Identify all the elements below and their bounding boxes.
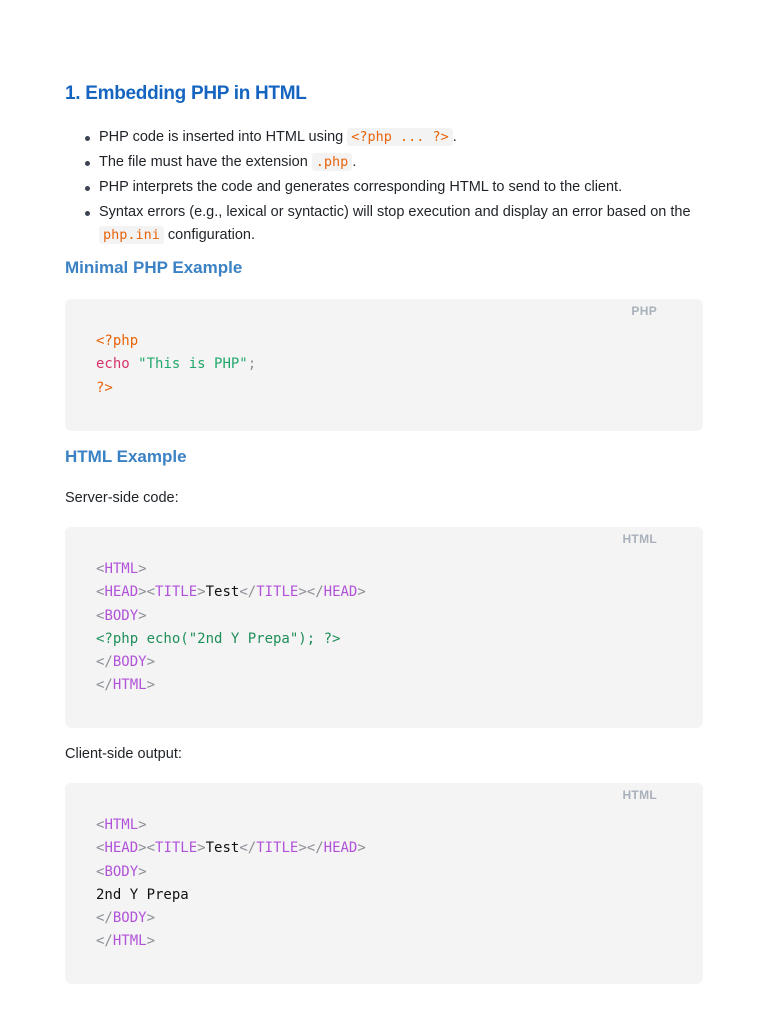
subheading-html: HTML Example [65, 447, 187, 466]
bullet-list [65, 126, 703, 249]
list-item: Syntax errors (e.g., lexical or syntactic) will stop execution and display an error based on the php.ini configuration. [65, 201, 703, 247]
code-content: <?php echo "This is PHP"; ?> [96, 333, 257, 396]
code-language-label: PHP [631, 304, 657, 318]
code-block-server [65, 527, 703, 728]
code-language-label: HTML [622, 532, 657, 546]
code-language-label: HTML [622, 788, 657, 802]
inline-code: <?php ... ?> [347, 128, 453, 146]
server-side-label: Server-side code: [65, 490, 179, 506]
code-content: <HTML> <HEAD><TITLE>Test</TITLE></HEAD> <BODY> <?php echo("2nd Y Prepa"); ?> </BODY> </HTML> [96, 561, 366, 694]
bullet-icon [85, 136, 90, 141]
code-content: <HTML> <HEAD><TITLE>Test</TITLE></HEAD> <BODY> 2nd Y Prepa </BODY> </HTML> [96, 817, 366, 950]
list-item: PHP interprets the code and generates corresponding HTML to send to the client. [65, 176, 703, 199]
inline-code: .php [312, 153, 353, 171]
client-side-label: Client-side output: [65, 746, 182, 762]
code-block-php [65, 299, 703, 431]
bullet-icon [85, 211, 90, 216]
bullet-icon [85, 161, 90, 166]
code-block-client [65, 783, 703, 984]
subheading-minimal: Minimal PHP Example [65, 258, 243, 277]
section-heading: 1. Embedding PHP in HTML [65, 83, 307, 104]
list-item: PHP code is inserted into HTML using <?php ... ?> . [65, 126, 703, 149]
bullet-icon [85, 186, 90, 191]
list-item: The file must have the extension .php . [65, 151, 703, 174]
inline-code: php.ini [99, 226, 164, 244]
